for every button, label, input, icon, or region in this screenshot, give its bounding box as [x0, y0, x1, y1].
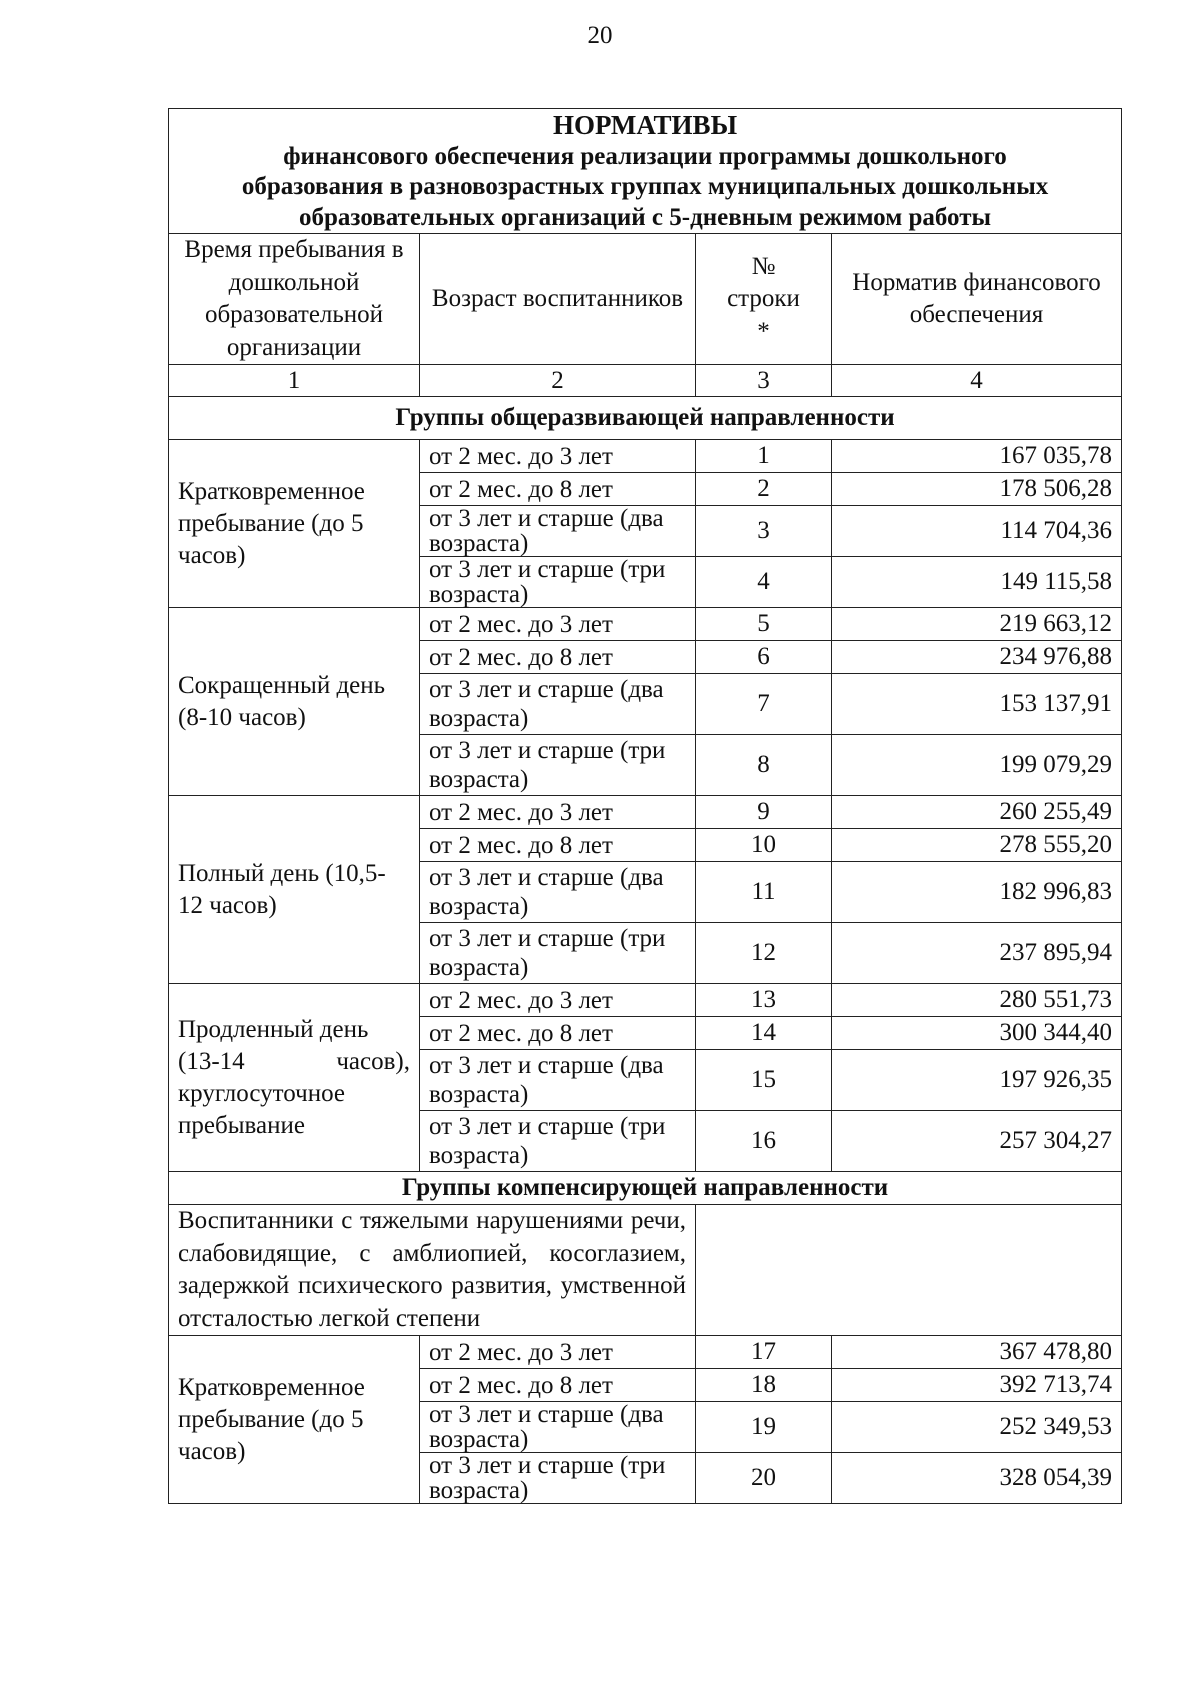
title-row: [169, 109, 1122, 234]
row-number: 10: [696, 829, 832, 862]
age-cell: от 2 мес. до 3 лет: [420, 440, 696, 473]
section-row: [169, 397, 1122, 440]
header-age: Возраст воспитанников: [420, 234, 696, 365]
header-period: Время пребывания в дошкольной образовательной организации: [169, 234, 420, 365]
row-number: 13: [696, 984, 832, 1017]
period-extended-line-2: [178, 1046, 410, 1078]
section-compensating: Группы компенсирующей направленности: [169, 1172, 1122, 1205]
normative-value: 153 137,91: [832, 674, 1122, 735]
age-cell: от 3 лет и старше (три возраста): [420, 1453, 696, 1504]
age-cell: от 2 мес. до 3 лет: [420, 608, 696, 641]
age-cell: от 3 лет и старше (два возраста): [420, 862, 696, 923]
header-row-number-word: строки: [727, 285, 800, 313]
column-number-row: [169, 365, 1122, 397]
normative-value: 234 976,88: [832, 641, 1122, 674]
normative-value: 197 926,35: [832, 1050, 1122, 1111]
row-number: 2: [696, 473, 832, 506]
age-cell: от 2 мес. до 8 лет: [420, 829, 696, 862]
compensating-description: Воспитанники с тяжелыми нарушениями речи, слабовидящие, с амблиопией, косоглазием, задержкой психического развития, умственной отсталостью легкой степени: [169, 1205, 696, 1336]
age-cell: от 3 лет и старше (два возраста): [420, 506, 696, 557]
normative-value: 237 895,94: [832, 923, 1122, 984]
normative-value: 252 349,53: [832, 1402, 1122, 1453]
header-row-number: [696, 234, 832, 365]
section-row: [169, 1172, 1122, 1205]
section-general: Группы общеразвивающей направленности: [169, 397, 1122, 440]
column-number-2: 2: [420, 365, 696, 397]
column-number-3: 3: [696, 365, 832, 397]
row-number: 16: [696, 1111, 832, 1172]
age-cell: от 2 мес. до 8 лет: [420, 1369, 696, 1402]
age-cell: от 3 лет и старше (два возраста): [420, 674, 696, 735]
normative-value: 300 344,40: [832, 1017, 1122, 1050]
row-number: 7: [696, 674, 832, 735]
header-normative: Норматив финансового обеспечения: [832, 234, 1122, 365]
row-number: 17: [696, 1336, 832, 1369]
row-number: 4: [696, 557, 832, 608]
age-cell: от 3 лет и старше (три возраста): [420, 557, 696, 608]
table-title: [169, 109, 1122, 234]
normative-value: 278 555,20: [832, 829, 1122, 862]
row-number: 11: [696, 862, 832, 923]
age-cell: от 2 мес. до 3 лет: [420, 1336, 696, 1369]
normative-value: 328 054,39: [832, 1453, 1122, 1504]
header-row-number-asterisk: *: [757, 317, 770, 345]
normative-value: 114 704,36: [832, 506, 1122, 557]
age-cell: от 3 лет и старше (три возраста): [420, 735, 696, 796]
row-number: 1: [696, 440, 832, 473]
age-cell: от 2 мес. до 8 лет: [420, 1017, 696, 1050]
age-cell: от 2 мес. до 8 лет: [420, 473, 696, 506]
row-number: 14: [696, 1017, 832, 1050]
period-extended-line-3: круглосуточное пребывание: [178, 1079, 345, 1139]
period-short-stay-compensating: Кратковременное пребывание (до 5 часов): [169, 1336, 420, 1504]
age-cell: от 2 мес. до 3 лет: [420, 984, 696, 1017]
column-number-4: 4: [832, 365, 1122, 397]
normative-value: 260 255,49: [832, 796, 1122, 829]
normative-value: 149 115,58: [832, 557, 1122, 608]
age-cell: от 3 лет и старше (три возраста): [420, 923, 696, 984]
header-row: [169, 234, 1122, 365]
row-number: 6: [696, 641, 832, 674]
row-number: 15: [696, 1050, 832, 1111]
row-number: 12: [696, 923, 832, 984]
title-line-1: финансового обеспечения реализации программы дошкольного: [283, 142, 1007, 170]
normative-value: 219 663,12: [832, 608, 1122, 641]
description-row: [169, 1205, 1122, 1336]
header-row-number-sign: №: [751, 252, 776, 280]
page-number: 20: [587, 22, 613, 49]
period-extended-hours-word: часов),: [336, 1048, 410, 1076]
period-reduced-day: Сокращенный день (8-10 часов): [169, 608, 420, 796]
normative-value: 392 713,74: [832, 1369, 1122, 1402]
normative-value: 178 506,28: [832, 473, 1122, 506]
row-number: 18: [696, 1369, 832, 1402]
normative-value: 280 551,73: [832, 984, 1122, 1017]
column-number-1: 1: [169, 365, 420, 397]
normative-value: 182 996,83: [832, 862, 1122, 923]
normative-value: 167 035,78: [832, 440, 1122, 473]
row-number: 9: [696, 796, 832, 829]
row-number: 3: [696, 506, 832, 557]
age-cell: от 2 мес. до 3 лет: [420, 796, 696, 829]
table-row: [169, 608, 1122, 641]
age-cell: от 3 лет и старше (два возраста): [420, 1050, 696, 1111]
table-row: [169, 796, 1122, 829]
normative-value: 367 478,80: [832, 1336, 1122, 1369]
normative-value: 257 304,27: [832, 1111, 1122, 1172]
table-row: [169, 984, 1122, 1017]
row-number: 19: [696, 1402, 832, 1453]
age-cell: от 3 лет и старше (три возраста): [420, 1111, 696, 1172]
period-extended-line-1: Продленный день: [178, 1016, 369, 1044]
normatives-table: [168, 108, 1122, 1504]
empty-cell: [696, 1205, 1122, 1336]
age-cell: от 2 мес. до 8 лет: [420, 641, 696, 674]
period-extended-day: [169, 984, 420, 1172]
row-number: 5: [696, 608, 832, 641]
title-line-3: образовательных организаций с 5-дневным режимом работы: [299, 203, 992, 231]
period-full-day: Полный день (10,5-12 часов): [169, 796, 420, 984]
period-short-stay: Кратковременное пребывание (до 5 часов): [169, 440, 420, 608]
row-number: 20: [696, 1453, 832, 1504]
title-main: НОРМАТИВЫ: [552, 110, 738, 140]
title-line-2: образования в разновозрастных группах муниципальных дошкольных: [241, 173, 1049, 201]
age-cell: от 3 лет и старше (два возраста): [420, 1402, 696, 1453]
row-number: 8: [696, 735, 832, 796]
table-row: [169, 440, 1122, 473]
table-row: [169, 1336, 1122, 1369]
normative-value: 199 079,29: [832, 735, 1122, 796]
period-extended-hours: (13-14: [178, 1048, 245, 1076]
